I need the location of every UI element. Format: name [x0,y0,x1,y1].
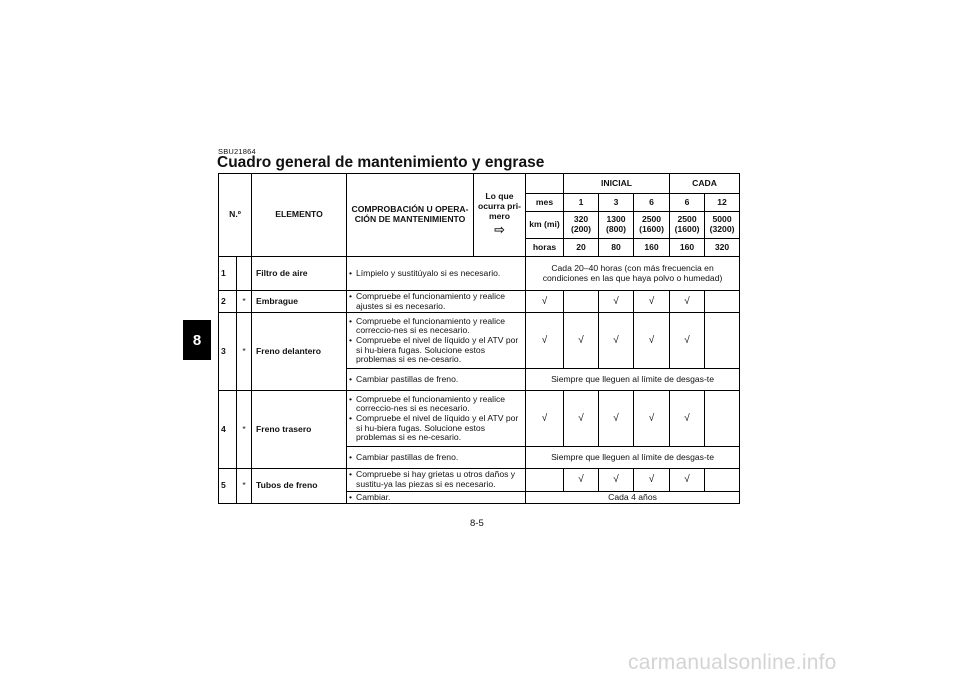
header-every: CADA [670,174,740,194]
bullet-item [349,493,523,503]
unit-km: km (mi) [526,212,564,239]
asterisk-mark [237,257,252,291]
check-mark-icon: √ [634,313,670,369]
bullet-text: Límpielo y sustitúyalo si es necesario. [356,267,501,278]
bullet-item [349,292,523,311]
bullet-text: Compruebe si hay grietas u otros daños y sustitu-ya las piezas si es necesario. [356,469,516,489]
horas-value: 20 [564,239,599,257]
check-mark-icon: √ [526,391,564,447]
check-description [347,291,526,313]
header-number: N.º [219,174,252,257]
empty-cell [705,313,740,369]
row-number: 4 [219,391,237,469]
bullet-icon: • [349,267,353,278]
empty-cell [526,469,564,491]
empty-cell [705,391,740,447]
bullet-text: Cambiar pastillas de freno. [356,373,459,384]
check-mark-icon: √ [670,391,705,447]
check-mark-icon: √ [526,291,564,313]
page-title: Cuadro general de mantenimiento y engrase [217,154,545,171]
km-value: 2500 (1600) [634,212,670,239]
check-mark-icon: √ [599,313,634,369]
check-mark-icon: √ [670,313,705,369]
header-whichever-label: Lo que ocurra pri-mero [478,191,521,221]
unit-horas: horas [526,239,564,257]
km-value: 5000 (3200) [705,212,740,239]
check-mark-icon: √ [670,469,705,491]
mes-value: 3 [599,194,634,212]
empty-cell [564,291,599,313]
bullet-icon: • [349,393,353,404]
arrow-right-icon: ⇨ [494,222,505,238]
bullet-icon: • [349,451,353,462]
bullet-item [349,414,523,443]
header-row-1 [219,174,740,194]
row-number: 5 [219,469,237,504]
check-mark-icon: √ [564,391,599,447]
bullet-text: Compruebe el funcionamiento y realice correccio-nes si es necesario. [356,393,506,414]
bullet-icon: • [349,373,353,384]
element-name: Filtro de aire [252,257,347,291]
asterisk-mark: * [237,313,252,391]
table-row [219,291,740,313]
interval-text: Cada 4 años [526,491,740,504]
header-element: ELEMENTO [252,174,347,257]
bullet-item [349,470,523,489]
bullet-item [349,269,523,279]
check-mark-icon: √ [564,313,599,369]
check-mark-icon: √ [670,291,705,313]
bullet-item [349,375,523,385]
bullet-item [349,317,523,336]
check-description [347,391,526,447]
bullet-icon: • [349,315,353,326]
interval-text: Cada 20–40 horas (con más frecuencia en condiciones en las que haya polvo o humedad) [526,257,740,291]
check-description [347,313,526,369]
bullet-icon: • [349,334,353,345]
element-name: Freno delantero [252,313,347,391]
mes-value: 6 [670,194,705,212]
check-mark-icon: √ [634,391,670,447]
check-mark-icon: √ [634,469,670,491]
check-description [347,369,526,391]
bullet-icon: • [349,491,353,502]
bullet-icon: • [349,469,353,480]
horas-value: 80 [599,239,634,257]
bullet-text: Compruebe el funcionamiento y realice correccio-nes si es necesario. [356,315,506,336]
bullet-item [349,395,523,414]
page-number: 8-5 [470,518,484,529]
bullet-icon: • [349,412,353,423]
asterisk-mark: * [237,291,252,313]
chapter-tab: 8 [183,320,211,360]
horas-value: 160 [670,239,705,257]
km-value: 2500 (1600) [670,212,705,239]
element-name: Freno trasero [252,391,347,469]
km-value: 1300 (800) [599,212,634,239]
check-description [347,447,526,469]
table-row [219,313,740,369]
bullet-text: Cambiar. [356,491,391,502]
check-mark-icon: √ [599,291,634,313]
table-row [219,257,740,291]
horas-value: 320 [705,239,740,257]
interval-text: Siempre que lleguen al límite de desgas-te [526,447,740,469]
header-initial: INICIAL [564,174,670,194]
check-mark-icon: √ [599,469,634,491]
row-number: 3 [219,313,237,391]
bullet-text: Compruebe el nivel de líquido y el ATV por si hu-biera fugas. Solucione estos problemas si es ne-cesario. [356,334,519,365]
asterisk-mark: * [237,391,252,469]
check-description [347,491,526,504]
mes-value: 12 [705,194,740,212]
bullet-text: Cambiar pastillas de freno. [356,451,459,462]
horas-value: 160 [634,239,670,257]
empty-cell [705,291,740,313]
bullet-item [349,453,523,463]
header-whichever-first [474,174,526,257]
km-value: 320 (200) [564,212,599,239]
table-row [219,469,740,491]
check-description [347,469,526,491]
check-description [347,257,526,291]
row-number: 2 [219,291,237,313]
mes-value: 1 [564,194,599,212]
check-mark-icon: √ [599,391,634,447]
mes-value: 6 [634,194,670,212]
watermark: carmanualsonline.info [628,651,837,674]
bullet-icon: • [349,291,353,301]
empty-cell [705,469,740,491]
check-mark-icon: √ [526,313,564,369]
asterisk-mark: * [237,469,252,504]
check-mark-icon: √ [564,469,599,491]
bullet-item [349,336,523,365]
bullet-text: Compruebe el funcionamiento y realice ajustes si es necesario. [356,291,506,311]
unit-mes: mes [526,194,564,212]
table-row [219,391,740,447]
maintenance-table [218,173,740,504]
bullet-text: Compruebe el nivel de líquido y el ATV por si hu-biera fugas. Solucione estos problemas si es ne-cesario. [356,412,519,443]
header-check: COMPROBACIÓN U OPERA-CIÓN DE MANTENIMIENTO [347,174,474,257]
row-number: 1 [219,257,237,291]
header-unit-blank [526,174,564,194]
interval-text: Siempre que lleguen al límite de desgas-te [526,369,740,391]
section-code: SBU21864 [218,147,256,156]
element-name: Embrague [252,291,347,313]
check-mark-icon: √ [634,291,670,313]
element-name: Tubos de freno [252,469,347,504]
